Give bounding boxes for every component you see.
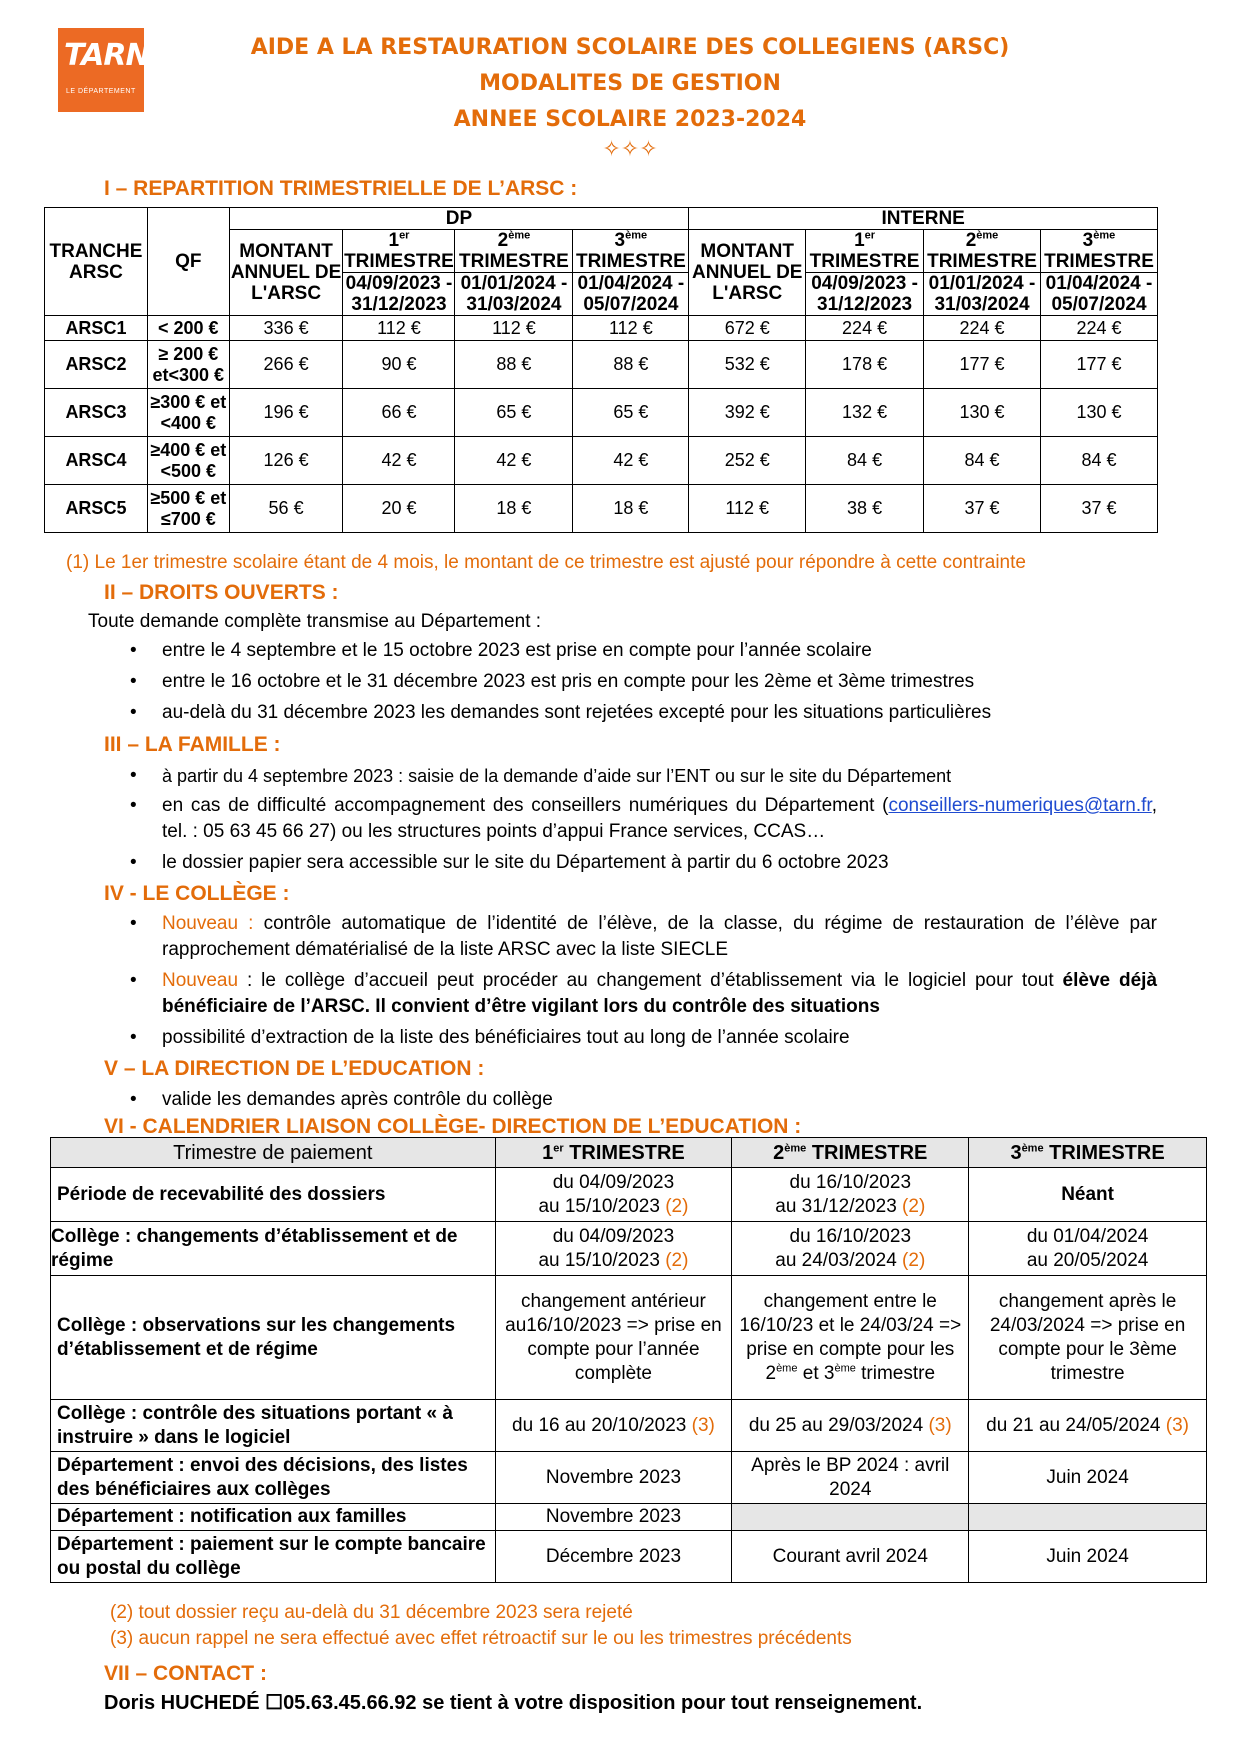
amount-cell: 42 €: [343, 437, 455, 485]
section-7-heading: VII – CONTACT :: [104, 1662, 267, 1685]
int-period-1: 04/09/2023 - 31/12/2023: [806, 273, 924, 316]
title-line-2: MODALITES DE GESTION: [479, 71, 781, 96]
footnote-2: (2) tout dossier reçu au-delà du 31 décembre 2023 sera rejeté: [110, 1602, 633, 1623]
amount-cell: 177 €: [924, 341, 1041, 389]
qf-cell: ≥500 € et ≤700 €: [147, 485, 229, 533]
amount-cell: 132 €: [806, 389, 924, 437]
bullet: •: [130, 852, 137, 873]
calendar-col-2: 2ème TRIMESTRE: [732, 1138, 969, 1168]
amount-cell: 18 €: [573, 485, 689, 533]
section-5-heading: V – LA DIRECTION DE L’EDUCATION :: [104, 1057, 485, 1080]
tarn-logo: [58, 28, 150, 112]
tranche-cell: ARSC1: [45, 316, 148, 341]
amount-cell: 177 €: [1040, 341, 1157, 389]
calendar-col-1: 1er TRIMESTRE: [495, 1138, 732, 1168]
qf-cell: < 200 €: [147, 316, 229, 341]
amount-cell: 130 €: [1040, 389, 1157, 437]
cell: Juin 2024: [969, 1531, 1207, 1583]
s4-item-1: Nouveau : contrôle automatique de l’identité de l’élève, de la classe, du régime de restauration de l’élève par rapprochement dématérialisé de la liste ARSC avec la liste SIECLE: [162, 913, 1157, 960]
amount-cell: 672 €: [689, 316, 806, 341]
table-row: [45, 485, 1158, 533]
cell: changement après le 24/03/2024 => prise en compte pour le 3ème trimestre: [969, 1276, 1207, 1400]
int-tri3-header: 3ème TRIMESTRE: [1040, 230, 1157, 273]
bullet: •: [130, 795, 137, 816]
stars-ornament: ✧✧✧: [602, 137, 658, 162]
cell: du 01/04/2024 au 20/05/2024: [969, 1222, 1207, 1276]
amount-cell: 392 €: [689, 389, 806, 437]
cell: changement antérieur au16/10/2023 => prise en compte pour l’année complète: [495, 1276, 732, 1400]
contact-line: Doris HUCHEDÉ ☐05.63.45.66.92 se tient à votre disposition pour tout renseignement.: [104, 1692, 923, 1714]
cell: du 04/09/2023 au 15/10/2023 (2): [495, 1168, 732, 1222]
section-2-heading: II – DROITS OUVERTS :: [104, 581, 339, 604]
s4-item-3: possibilité d’extraction de la liste des bénéficiaires tout au long de l’année scolaire: [162, 1027, 850, 1048]
tranche-cell: ARSC3: [45, 389, 148, 437]
dp-tri2-header: 2ème TRIMESTRE: [455, 230, 573, 273]
amount-cell: 112 €: [343, 316, 455, 341]
amount-cell: 38 €: [806, 485, 924, 533]
calendar-col-3: 3ème TRIMESTRE: [969, 1138, 1207, 1168]
cell: Courant avril 2024: [732, 1531, 969, 1583]
amount-cell: 65 €: [455, 389, 573, 437]
cell: Novembre 2023: [495, 1504, 732, 1531]
amount-cell: 266 €: [229, 341, 343, 389]
bullet: •: [130, 671, 137, 692]
row-label: Département : paiement sur le compte bancaire ou postal du collège: [51, 1531, 496, 1583]
cell: du 16/10/2023 au 31/12/2023 (2): [732, 1168, 969, 1222]
cell: du 16 au 20/10/2023 (3): [495, 1400, 732, 1452]
amount-cell: 66 €: [343, 389, 455, 437]
calendar-table: [50, 1137, 1207, 1583]
amount-cell: 37 €: [924, 485, 1041, 533]
s3-item-1: à partir du 4 septembre 2023 : saisie de la demande d’aide sur l’ENT ou sur le site du Département: [162, 766, 952, 786]
s4-item-2: Nouveau : le collège d’accueil peut procéder au changement d’établissement via le logiciel pour tout élève déjà bénéficiaire de l’ARSC. Il convient d’être vigilant lors du contrôle des situations: [162, 970, 1158, 1017]
bullet: •: [130, 970, 137, 991]
calendar-head: Trimestre de paiement: [51, 1138, 496, 1168]
row-label: Collège : observations sur les changements d’établissement et de régime: [51, 1276, 496, 1400]
cell: du 21 au 24/05/2024 (3): [969, 1400, 1207, 1452]
bullet: •: [130, 765, 137, 786]
cell: Juin 2024: [969, 1452, 1207, 1504]
section-2-intro: Toute demande complète transmise au Département :: [88, 611, 542, 632]
s3-item-2: en cas de difficulté accompagnement des conseillers numériques du Département (conseillers-numeriques@tarn.fr, tel. : 05 63 45 66 27) ou les structures points d’appui France services, CCAS…: [162, 795, 1157, 842]
tranche-cell: ARSC2: [45, 341, 148, 389]
amount-cell: 88 €: [455, 341, 573, 389]
section-4-heading: IV - LE COLLÈGE :: [104, 882, 290, 905]
s5-item-1: valide les demandes après contrôle du collège: [162, 1089, 553, 1110]
cell: Décembre 2023: [495, 1531, 732, 1583]
amount-cell: 84 €: [924, 437, 1041, 485]
qf-cell: ≥400 € et <500 €: [147, 437, 229, 485]
dp-tri1-header: 1er TRIMESTRE: [344, 229, 454, 272]
s2-item-2: entre le 16 octobre et le 31 décembre 2023 est pris en compte pour les 2ème et 3ème trimestres: [162, 671, 975, 692]
qf-cell: ≥300 € et <400 €: [147, 389, 229, 437]
table-row: [45, 389, 1158, 437]
row-label: Département : envoi des décisions, des listes des bénéficiaires aux collèges: [51, 1452, 496, 1504]
dp-tri3-header: 3ème TRIMESTRE: [573, 230, 689, 273]
empty-cell: [732, 1504, 969, 1531]
bullet: •: [130, 702, 137, 723]
row-label: Département : notification aux familles: [51, 1504, 496, 1531]
amount-cell: 130 €: [924, 389, 1041, 437]
s2-item-1: entre le 4 septembre et le 15 octobre 2023 est prise en compte pour l’année scolaire: [162, 640, 872, 661]
cell: du 16/10/2023 au 24/03/2024 (2): [732, 1222, 969, 1276]
amount-cell: 88 €: [573, 341, 689, 389]
s3-item-3: le dossier papier sera accessible sur le site du Département à partir du 6 octobre 2023: [162, 852, 889, 873]
group-interne: INTERNE: [689, 208, 1158, 230]
int-period-2: 01/01/2024 - 31/03/2024: [924, 273, 1041, 316]
bullet: •: [130, 913, 137, 934]
int-montant-header: MONTANT ANNUEL DE L'ARSC: [689, 230, 806, 316]
int-period-3: 01/04/2024 - 05/07/2024: [1040, 273, 1157, 316]
dp-montant-header: MONTANT ANNUEL DE L'ARSC: [229, 230, 343, 316]
amount-cell: 126 €: [229, 437, 343, 485]
amount-cell: 336 €: [229, 316, 343, 341]
title-line-3: ANNEE SCOLAIRE 2023-2024: [453, 107, 807, 132]
tranche-cell: ARSC5: [45, 485, 148, 533]
amount-cell: 20 €: [343, 485, 455, 533]
cell: Après le BP 2024 : avril 2024: [732, 1452, 969, 1504]
amount-cell: 112 €: [689, 485, 806, 533]
amount-cell: 224 €: [806, 316, 924, 341]
amount-cell: 84 €: [1040, 437, 1157, 485]
dp-period-3: 01/04/2024 - 05/07/2024: [573, 273, 689, 316]
amount-cell: 65 €: [573, 389, 689, 437]
cell: Novembre 2023: [495, 1452, 732, 1504]
amount-cell: 224 €: [924, 316, 1041, 341]
bullet: •: [130, 640, 137, 661]
bullet: •: [130, 1027, 137, 1048]
bullet: •: [130, 1089, 137, 1110]
amount-cell: 18 €: [455, 485, 573, 533]
cell: du 04/09/2023 au 15/10/2023 (2): [495, 1222, 732, 1276]
empty-cell: [969, 1504, 1207, 1531]
email-link[interactable]: conseillers-numeriques@tarn.fr: [888, 795, 1152, 816]
int-tri1-header: 1er TRIMESTRE: [806, 230, 924, 273]
cell: du 25 au 29/03/2024 (3): [732, 1400, 969, 1452]
col-tranche: TRANCHE ARSC: [45, 208, 148, 316]
amount-cell: 532 €: [689, 341, 806, 389]
row-label: Période de recevabilité des dossiers: [51, 1168, 496, 1222]
section-1-heading: I – REPARTITION TRIMESTRIELLE DE L’ARSC :: [104, 177, 578, 200]
group-dp: DP: [229, 208, 689, 230]
title-line-1: AIDE A LA RESTAURATION SCOLAIRE DES COLLEGIENS (ARSC): [250, 35, 1010, 60]
amount-cell: 37 €: [1040, 485, 1157, 533]
cell: Néant: [969, 1168, 1207, 1222]
amount-cell: 224 €: [1040, 316, 1157, 341]
cell: changement entre le 16/10/23 et le 24/03/24 => prise en compte pour les 2ème et 3ème trimestre: [732, 1276, 969, 1400]
section-6-heading: VI - CALENDRIER LIAISON COLLÈGE- DIRECTION DE L’EDUCATION :: [104, 1115, 802, 1138]
document-title: [150, 30, 1110, 162]
row-label: Collège : changements d’établissement et de régime: [51, 1222, 496, 1276]
footnote-1: (1) Le 1er trimestre scolaire étant de 4 mois, le montant de ce trimestre est ajusté pour répondre à cette contrainte: [66, 552, 1026, 573]
amount-cell: 84 €: [806, 437, 924, 485]
amount-cell: 90 €: [343, 341, 455, 389]
table-row: [45, 437, 1158, 485]
dp-period-2: 01/01/2024 - 31/03/2024: [455, 273, 573, 316]
s2-item-3: au-delà du 31 décembre 2023 les demandes sont rejetées excepté pour les situations particulières: [162, 702, 992, 723]
dp-period-1: 04/09/2023 - 31/12/2023: [343, 273, 455, 316]
amount-cell: 252 €: [689, 437, 806, 485]
qf-cell: ≥ 200 € et<300 €: [147, 341, 229, 389]
arsc-distribution-table: [44, 207, 1158, 533]
amount-cell: 56 €: [229, 485, 343, 533]
table-row: [45, 341, 1158, 389]
footnote-3: (3) aucun rappel ne sera effectué avec effet rétroactif sur le ou les trimestres précédents: [110, 1628, 852, 1649]
logo-sub: LE DÉPARTEMENT: [66, 88, 136, 95]
tranche-cell: ARSC4: [45, 437, 148, 485]
table-row: [45, 316, 1158, 341]
amount-cell: 42 €: [573, 437, 689, 485]
logo-word: TARN: [64, 38, 150, 73]
amount-cell: 178 €: [806, 341, 924, 389]
col-qf: QF: [147, 208, 229, 316]
int-tri2-header: 2ème TRIMESTRE: [924, 230, 1041, 273]
amount-cell: 112 €: [573, 316, 689, 341]
amount-cell: 112 €: [455, 316, 573, 341]
amount-cell: 42 €: [455, 437, 573, 485]
row-label: Collège : contrôle des situations portant « à instruire » dans le logiciel: [51, 1400, 496, 1452]
amount-cell: 196 €: [229, 389, 343, 437]
section-3-heading: III – LA FAMILLE :: [104, 733, 281, 756]
